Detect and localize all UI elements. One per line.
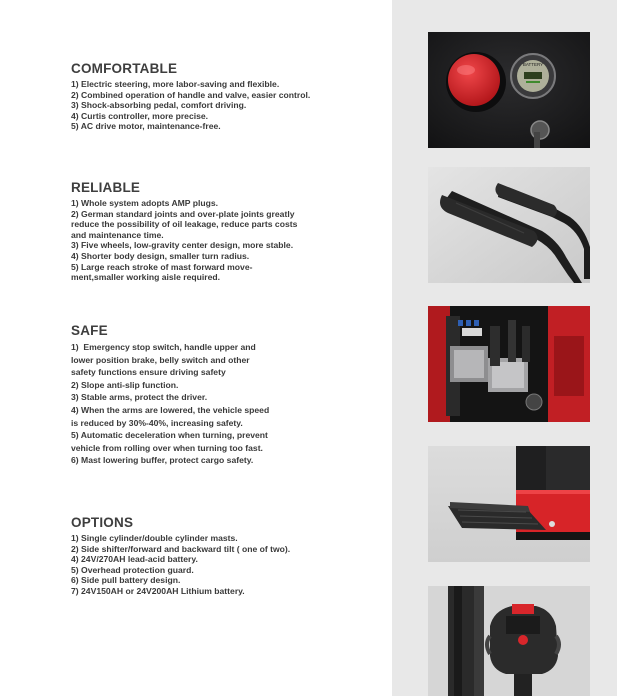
list-item: 4) Curtis controller, more precise. [71, 110, 209, 121]
folding-pedal-image [428, 446, 590, 562]
photo-folding-pedal [428, 446, 590, 562]
list-item: 5) Automatic deceleration when turning, prevent [71, 430, 268, 441]
list-item: 6) Mast lowering buffer, protect cargo safety. [71, 455, 254, 466]
list-item: 1) Electric steering, more labor-saving and flexible. [71, 79, 280, 89]
list-item: 7) 24V150AH or 24V200AH Lithium battery. [71, 585, 245, 596]
list-item: 5) AC drive motor, maintenance-free. [71, 121, 221, 132]
photo-mast-handle [428, 586, 590, 696]
list-item: 4) When the arms are lowered, the vehicle speed [71, 404, 270, 415]
list-item: 4) Shorter body design, smaller turn radius. [71, 250, 250, 261]
list-item: 1) Emergency stop switch, handle upper and [71, 342, 256, 352]
list-item: 2) Slope anti-slip function. [71, 379, 179, 390]
section-title-comfortable: COMFORTABLE [71, 61, 178, 76]
hydraulic-unit-image [428, 306, 590, 422]
list-item: 3) Five wheels, low-gravity center design, more stable. [71, 240, 294, 251]
battery-display-label: BATTERY [522, 62, 544, 67]
section-title-reliable: RELIABLE [71, 180, 141, 195]
list-item: 5) Overhead protection guard. [71, 564, 194, 575]
list-item: 1) Whole system adopts AMP plugs. [71, 198, 219, 208]
handle-grips-image [428, 167, 590, 283]
list-item: ment,smaller working aisle required. [71, 272, 221, 283]
list-item: 1) Single cylinder/double cylinder masts. [71, 533, 238, 543]
list-item: 4) 24V/270AH lead-acid battery. [71, 554, 198, 565]
section-reliable [71, 180, 391, 283]
list-item: 6) Side pull battery design. [71, 575, 181, 586]
list-item: lower position brake, belly switch and other [71, 354, 250, 365]
feature-list-options [71, 533, 391, 597]
feature-list-comfortable [71, 79, 391, 132]
photo-emergency-stop-panel [428, 32, 590, 148]
list-item: vehicle from rolling over when turning too fast. [71, 442, 263, 453]
list-item: 3) Stable arms, protect the driver. [71, 392, 208, 403]
section-safe [71, 323, 391, 467]
mast-handle-image [428, 586, 590, 696]
feature-list-reliable [71, 198, 391, 283]
photo-hydraulic-unit [428, 306, 590, 422]
list-item: 2) German standard joints and over-plate joints greatly [71, 208, 295, 219]
photo-handle-grips [428, 167, 590, 283]
list-item: safety functions ensure driving safety [71, 367, 226, 378]
section-options [71, 515, 391, 597]
list-item: and maintenance time. [71, 229, 164, 240]
list-item: is reduced by 30%-40%, increasing safety. [71, 417, 243, 428]
list-item: reduce the possibility of oil leakage, reduce parts costs [71, 219, 298, 230]
list-item: 2) Combined operation of handle and valve, easier control. [71, 89, 311, 100]
section-title-options: OPTIONS [71, 515, 134, 530]
section-title-safe: SAFE [71, 323, 108, 338]
list-item: 5) Large reach stroke of mast forward move- [71, 261, 253, 272]
list-item: 2) Side shifter/forward and backward tilt ( one of two). [71, 543, 291, 554]
list-item: 3) Shock-absorbing pedal, comfort driving. [71, 100, 247, 111]
emergency-stop-image [428, 32, 590, 148]
feature-list-safe [71, 341, 391, 467]
section-comfortable [71, 61, 391, 132]
